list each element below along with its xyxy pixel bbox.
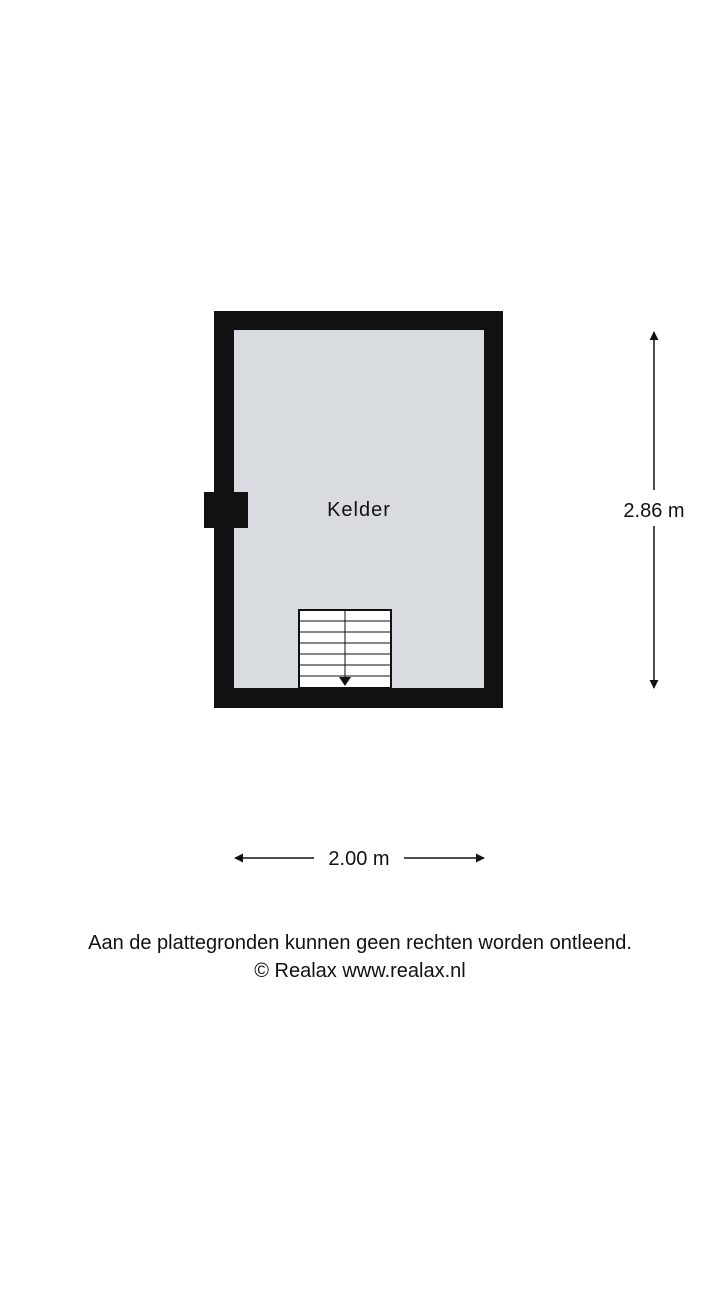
width-dimension-label: 2.00 m	[328, 848, 390, 870]
copyright-text: © Realax www.realax.nl	[254, 960, 466, 982]
chimney-block	[204, 492, 248, 528]
staircase	[299, 610, 391, 688]
width-dimension	[235, 848, 484, 870]
height-dimension-label: 2.86 m	[623, 500, 685, 522]
room-name-label: Kelder	[327, 499, 391, 521]
disclaimer-text: Aan de plattegronden kunnen geen rechten worden ontleend.	[88, 932, 632, 954]
height-dimension	[623, 332, 684, 688]
